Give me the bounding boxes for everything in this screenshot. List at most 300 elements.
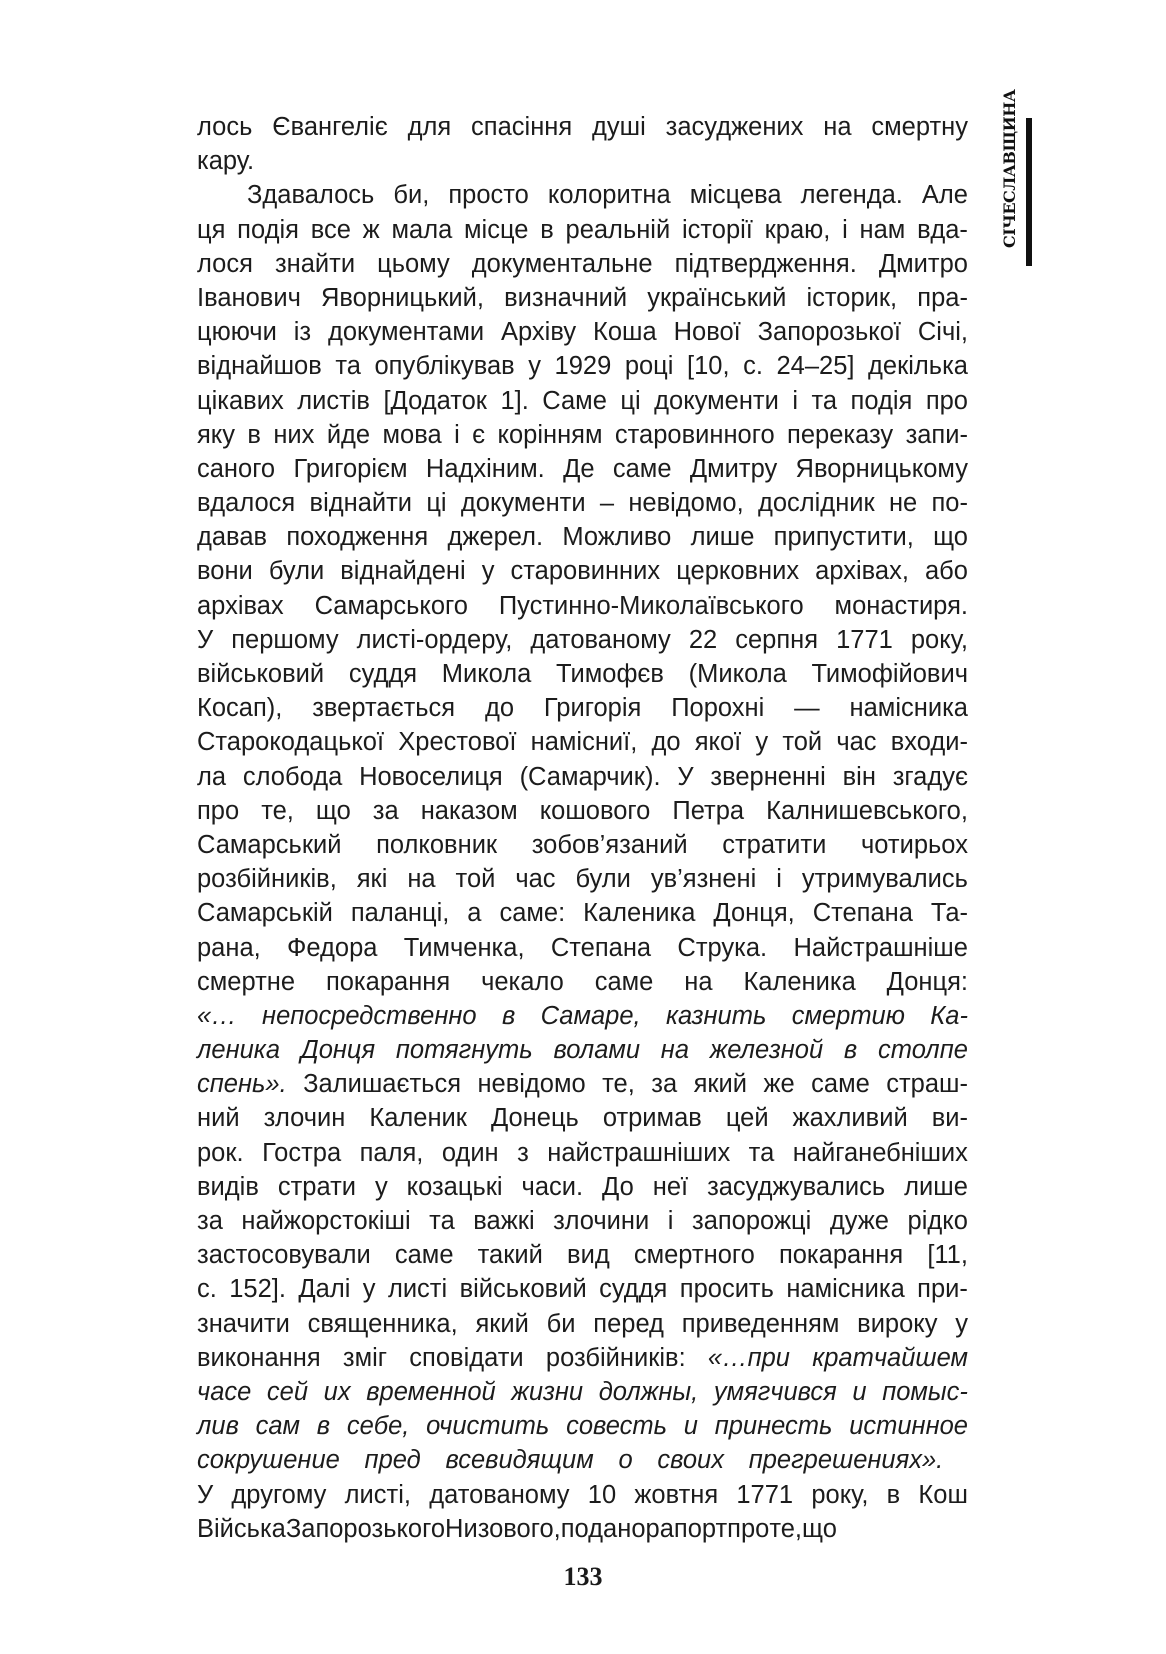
word: легенда. [800, 181, 903, 210]
word: помыс- [882, 1377, 968, 1406]
word: час [515, 865, 556, 894]
word: історії [681, 215, 753, 244]
word: лося [197, 249, 253, 278]
word: у [755, 728, 769, 757]
text-line [197, 725, 968, 759]
word: не [888, 489, 918, 518]
word: Каленик [369, 1104, 467, 1133]
word: серпня [735, 625, 819, 654]
word: Тимченка, [403, 933, 525, 962]
text-line [197, 1238, 968, 1272]
word: «… [197, 1001, 237, 1030]
word: що [933, 523, 968, 552]
word: в [540, 215, 554, 244]
word: душі [592, 113, 646, 141]
word: видів [197, 1172, 259, 1201]
word: приведенням [681, 1309, 840, 1338]
word: Самарського [314, 591, 468, 620]
word: с. [743, 352, 763, 381]
word: в [316, 1412, 331, 1441]
word: входи- [890, 728, 968, 757]
word: листі [387, 1275, 448, 1304]
text-line [197, 794, 968, 828]
word: «…при [707, 1343, 790, 1372]
word: в [886, 1480, 901, 1509]
word: Степана [812, 899, 913, 928]
word: військовий [197, 660, 325, 688]
text-line [197, 486, 968, 520]
text-line [197, 896, 968, 930]
word: у [362, 1275, 376, 1304]
word: листі-ордеру, [356, 625, 513, 654]
word: Порохні [671, 694, 765, 723]
word: вда- [917, 215, 968, 244]
word: часи. [521, 1172, 584, 1201]
word: документальне [471, 249, 653, 278]
word: найганебніших [792, 1138, 968, 1167]
word: саме [594, 967, 654, 996]
text-line [197, 862, 968, 896]
word: суддя [599, 1275, 668, 1304]
word: Тимофєв [556, 660, 664, 688]
word: на [823, 113, 852, 141]
text-line [197, 623, 968, 657]
word: перед [593, 1309, 664, 1338]
word: с. [197, 1275, 217, 1304]
word: датованому [530, 625, 671, 654]
word: або [925, 557, 968, 586]
word: Донця [300, 1036, 376, 1065]
word: рана, [197, 933, 261, 962]
word: Де [563, 454, 595, 483]
word: Самарський [197, 830, 342, 859]
word: Дмитро [878, 249, 968, 278]
word: умягчився [713, 1377, 837, 1406]
word: такий [477, 1241, 543, 1270]
word: Архіву [501, 318, 577, 347]
word: паланці, [350, 899, 450, 928]
word: той [782, 728, 823, 757]
word: Степана [550, 933, 652, 962]
text-line [197, 1272, 968, 1306]
word: першому [231, 625, 339, 654]
word: корінням [497, 420, 603, 449]
word: військовий [459, 1275, 587, 1304]
word: зобов’язаний [531, 830, 688, 859]
word: вдалося [197, 489, 296, 518]
word: документами [328, 318, 485, 347]
word: все [310, 215, 351, 244]
word: неї [652, 1172, 689, 1201]
word: історик, [806, 283, 898, 312]
word: Григорія [543, 694, 642, 723]
word: те, [261, 796, 294, 825]
word: жизни [511, 1377, 584, 1406]
word: застосовували [197, 1241, 371, 1270]
word: про [197, 796, 240, 825]
word: Яворницький, [320, 283, 484, 312]
word: Здавалось [247, 181, 375, 210]
word: розбійників: [545, 1343, 686, 1372]
word: Гостра [262, 1138, 342, 1167]
word: спень». [197, 1070, 287, 1099]
word: на [660, 1036, 690, 1065]
page-number: 133 [563, 1562, 603, 1591]
word: совесть [566, 1412, 668, 1441]
body-text [197, 110, 968, 1546]
text-line [197, 281, 968, 315]
word: засуджувались [707, 1172, 886, 1201]
word: козацькі [406, 1172, 503, 1201]
word: Саме [542, 386, 607, 415]
word: леника [197, 1036, 280, 1065]
text-line [197, 178, 968, 212]
word: колоритна [547, 181, 671, 210]
word: саме: [499, 899, 566, 928]
word: йде [326, 420, 371, 449]
text-line [197, 1136, 968, 1170]
word: Яворницькому [795, 454, 968, 483]
word: виконання [197, 1343, 321, 1372]
word: важкі [473, 1207, 535, 1235]
word: місце [464, 215, 529, 244]
word: до [651, 728, 681, 757]
word: документи [654, 386, 779, 415]
word: декілька [868, 352, 968, 381]
word: Донця: [886, 967, 968, 996]
word: непосредственно [262, 1001, 477, 1030]
word: давав [197, 523, 268, 552]
word: та [429, 1207, 455, 1235]
word: покарання [325, 967, 451, 996]
word: Новоселиця [359, 762, 503, 791]
word: 1771 [836, 625, 893, 654]
word: пра- [917, 283, 968, 312]
word: що [315, 796, 351, 825]
word: який [693, 1070, 748, 1099]
word: Самарській [197, 899, 333, 928]
word: цікавих [197, 386, 284, 415]
word: просить [679, 1275, 774, 1304]
word: найжорстокіші [241, 1207, 411, 1235]
word: потягнуть [395, 1036, 533, 1065]
word: Хрестової [398, 728, 517, 757]
word: року, [811, 1480, 869, 1509]
text-line [197, 520, 968, 554]
word: про [727, 1514, 770, 1543]
word: чекало [481, 967, 564, 996]
word: саме [811, 1070, 870, 1099]
text-line [197, 999, 968, 1033]
word: місцева [689, 181, 782, 210]
word: смертию [791, 1001, 905, 1030]
word: цьому [377, 249, 450, 278]
word: році [624, 352, 674, 381]
text-line [197, 1170, 968, 1204]
word: до [484, 694, 515, 723]
word: найстрашніших [547, 1138, 731, 1167]
text-line [197, 213, 968, 247]
word: Надхіним. [425, 454, 545, 483]
word: часе [197, 1377, 252, 1406]
word: и [852, 1377, 867, 1406]
word: віднайдені [340, 557, 466, 586]
word: ця [197, 215, 226, 244]
text-line [197, 1512, 968, 1546]
word: Григорієм [293, 454, 408, 483]
word: і [454, 420, 460, 449]
text-line [197, 349, 968, 383]
word: запи- [905, 420, 968, 449]
word: реальній [565, 215, 671, 244]
word: звертається [312, 694, 456, 723]
word: Ка- [930, 1001, 968, 1030]
logo-text: СІЧЕСЛАВЩИНА [1000, 89, 1019, 248]
word: і [842, 215, 848, 244]
word: те, [602, 1070, 635, 1099]
word: знайти [274, 249, 356, 278]
text-line [197, 691, 968, 725]
word: монастиря. [834, 591, 968, 620]
word: у [955, 1309, 968, 1338]
text-line [197, 110, 968, 144]
word: прегрешениях». [748, 1446, 944, 1475]
word: всевидящим [445, 1446, 594, 1475]
word: які [356, 865, 388, 894]
word: Залишається [303, 1070, 462, 1099]
word: другому [231, 1480, 327, 1509]
word: були [575, 865, 631, 894]
word: спасіння [471, 113, 573, 141]
word: сповідати [409, 1343, 524, 1372]
word: ви- [931, 1104, 968, 1133]
word: смертне [197, 967, 296, 996]
word: віднайшов [197, 352, 322, 381]
word: же [763, 1070, 795, 1099]
word: 22 [688, 625, 718, 654]
word: лише [690, 523, 755, 552]
word: архівах [197, 591, 284, 620]
text-line [197, 760, 968, 794]
word: Можливо [562, 523, 672, 552]
word: вид [567, 1241, 610, 1270]
word: були [268, 557, 325, 586]
word: У [677, 762, 694, 791]
word: До [602, 1172, 634, 1201]
word: подано [560, 1514, 646, 1543]
word: Петра [672, 796, 745, 825]
word: а [467, 899, 482, 928]
word: Тимофійович [811, 660, 968, 688]
word: злочини [553, 1207, 650, 1235]
word: и [683, 1412, 698, 1441]
word: припустити, [773, 523, 914, 552]
word: яку [197, 420, 236, 449]
word: дослідник [757, 489, 875, 518]
text-line [197, 144, 968, 178]
word: опублікував [374, 352, 515, 381]
word: Донець [490, 1104, 579, 1133]
word: себе, [346, 1412, 410, 1441]
word: 24–25] [776, 352, 855, 381]
text-line [197, 1307, 968, 1341]
word: церковних [676, 557, 800, 586]
word: паля, [359, 1138, 424, 1167]
word: рок. [197, 1138, 244, 1167]
word: лось [197, 113, 253, 141]
word: Та- [930, 899, 968, 928]
word: отримав [602, 1104, 702, 1133]
word: згадує [892, 762, 968, 791]
text-line [197, 418, 968, 452]
text-line [197, 452, 968, 486]
word: Запорозької [757, 318, 901, 347]
word: при- [917, 1275, 968, 1304]
word: невідомо, [628, 489, 744, 518]
word: і [776, 865, 782, 894]
word: цей [725, 1104, 769, 1133]
word: в [247, 420, 261, 449]
word: вони [197, 557, 253, 586]
word: про [925, 386, 968, 415]
word: Каленика [583, 899, 696, 928]
word: Донця, [713, 899, 795, 928]
word: суддя [348, 660, 418, 688]
word: походження [286, 523, 429, 552]
word: них [273, 420, 315, 449]
word: підтвердження. [674, 249, 857, 278]
text-line [197, 828, 968, 862]
word: 10 [587, 1480, 617, 1509]
text-line [197, 1478, 968, 1512]
word: Найстрашніше [793, 933, 968, 962]
text-line [197, 384, 968, 418]
word: Струка. [677, 933, 768, 962]
word: нам [859, 215, 906, 244]
text-line [197, 1067, 968, 1101]
word: сам [255, 1412, 301, 1441]
word: пред [364, 1446, 421, 1475]
word: 152]. [229, 1275, 286, 1304]
word: Каленика [743, 967, 856, 996]
word: истинное [849, 1412, 968, 1441]
word: він [842, 762, 876, 791]
word: віднайти [309, 489, 413, 518]
text-line [197, 1443, 968, 1477]
text-line [197, 1033, 968, 1067]
word: саме [612, 454, 672, 483]
word: Нової [673, 318, 741, 347]
word: страти [277, 1172, 356, 1201]
word: злочин [263, 1104, 346, 1133]
word: просто [448, 181, 529, 210]
word: очистить [426, 1412, 550, 1441]
word: Низового, [445, 1514, 561, 1543]
word: дуже [829, 1207, 889, 1235]
word: би [546, 1309, 576, 1338]
word: для [407, 113, 452, 141]
word: і [667, 1207, 674, 1235]
word: Пустинно-Миколаївського [498, 591, 804, 620]
word: зверненні [710, 762, 826, 791]
word: кратчайшем [812, 1343, 968, 1372]
text-line [197, 554, 968, 588]
word: якої [694, 728, 742, 757]
word: подія [237, 215, 299, 244]
word: джерел. [447, 523, 544, 552]
word: краю, [764, 215, 831, 244]
word: 1771 [736, 1480, 794, 1509]
word: час [836, 728, 877, 757]
word: саме [394, 1241, 454, 1270]
word: [Додаток [383, 386, 487, 415]
word: У [197, 1480, 214, 1509]
word: Війська [197, 1514, 286, 1543]
word: визначний [504, 283, 628, 312]
word: кошового [539, 796, 651, 825]
word: листі, [344, 1480, 411, 1509]
word: є [472, 420, 486, 449]
word: намісниї, [530, 728, 638, 757]
word: утримувались [801, 865, 968, 894]
text-line [197, 1341, 968, 1375]
word: [11, [927, 1241, 968, 1270]
logo-rule [1026, 118, 1032, 266]
word: ці [426, 489, 447, 518]
text-line [197, 931, 968, 965]
word: принесть [714, 1412, 833, 1441]
text-line [197, 1375, 968, 1409]
word: должны, [598, 1377, 699, 1406]
word: Січі, [917, 318, 968, 347]
word: жахливий [792, 1104, 908, 1133]
word: Федора [287, 933, 378, 962]
word: Старокодацької [197, 728, 385, 757]
word: та [335, 352, 361, 381]
word: о [618, 1446, 633, 1475]
word: мова [382, 420, 442, 449]
word: 1]. [500, 386, 529, 415]
word: ний [197, 1104, 240, 1133]
word: Іванович [197, 283, 301, 312]
word: з [517, 1138, 529, 1167]
text-line [197, 965, 968, 999]
word: із [293, 318, 312, 347]
word: чотирьох [861, 830, 968, 859]
word: (Микола [688, 660, 787, 688]
word: казнить [665, 1001, 767, 1030]
word: у [528, 352, 541, 381]
word: страш- [886, 1070, 968, 1099]
word: за [372, 796, 399, 825]
word: смертного [633, 1241, 755, 1270]
word: ці [620, 386, 641, 415]
word: те, [769, 1514, 803, 1543]
journal-logo [996, 89, 1036, 266]
word: Косап), [197, 694, 283, 723]
word: на [407, 865, 436, 894]
word: намісника [786, 1275, 905, 1304]
word: цюючи [197, 318, 277, 347]
word: саного [197, 454, 276, 483]
word: Микола [441, 660, 532, 688]
word: датованому [429, 1480, 570, 1509]
word: один [441, 1138, 499, 1167]
word: стратити [722, 830, 827, 859]
word: за [197, 1207, 223, 1235]
word: в [501, 1001, 516, 1030]
word: Коша [593, 318, 657, 347]
